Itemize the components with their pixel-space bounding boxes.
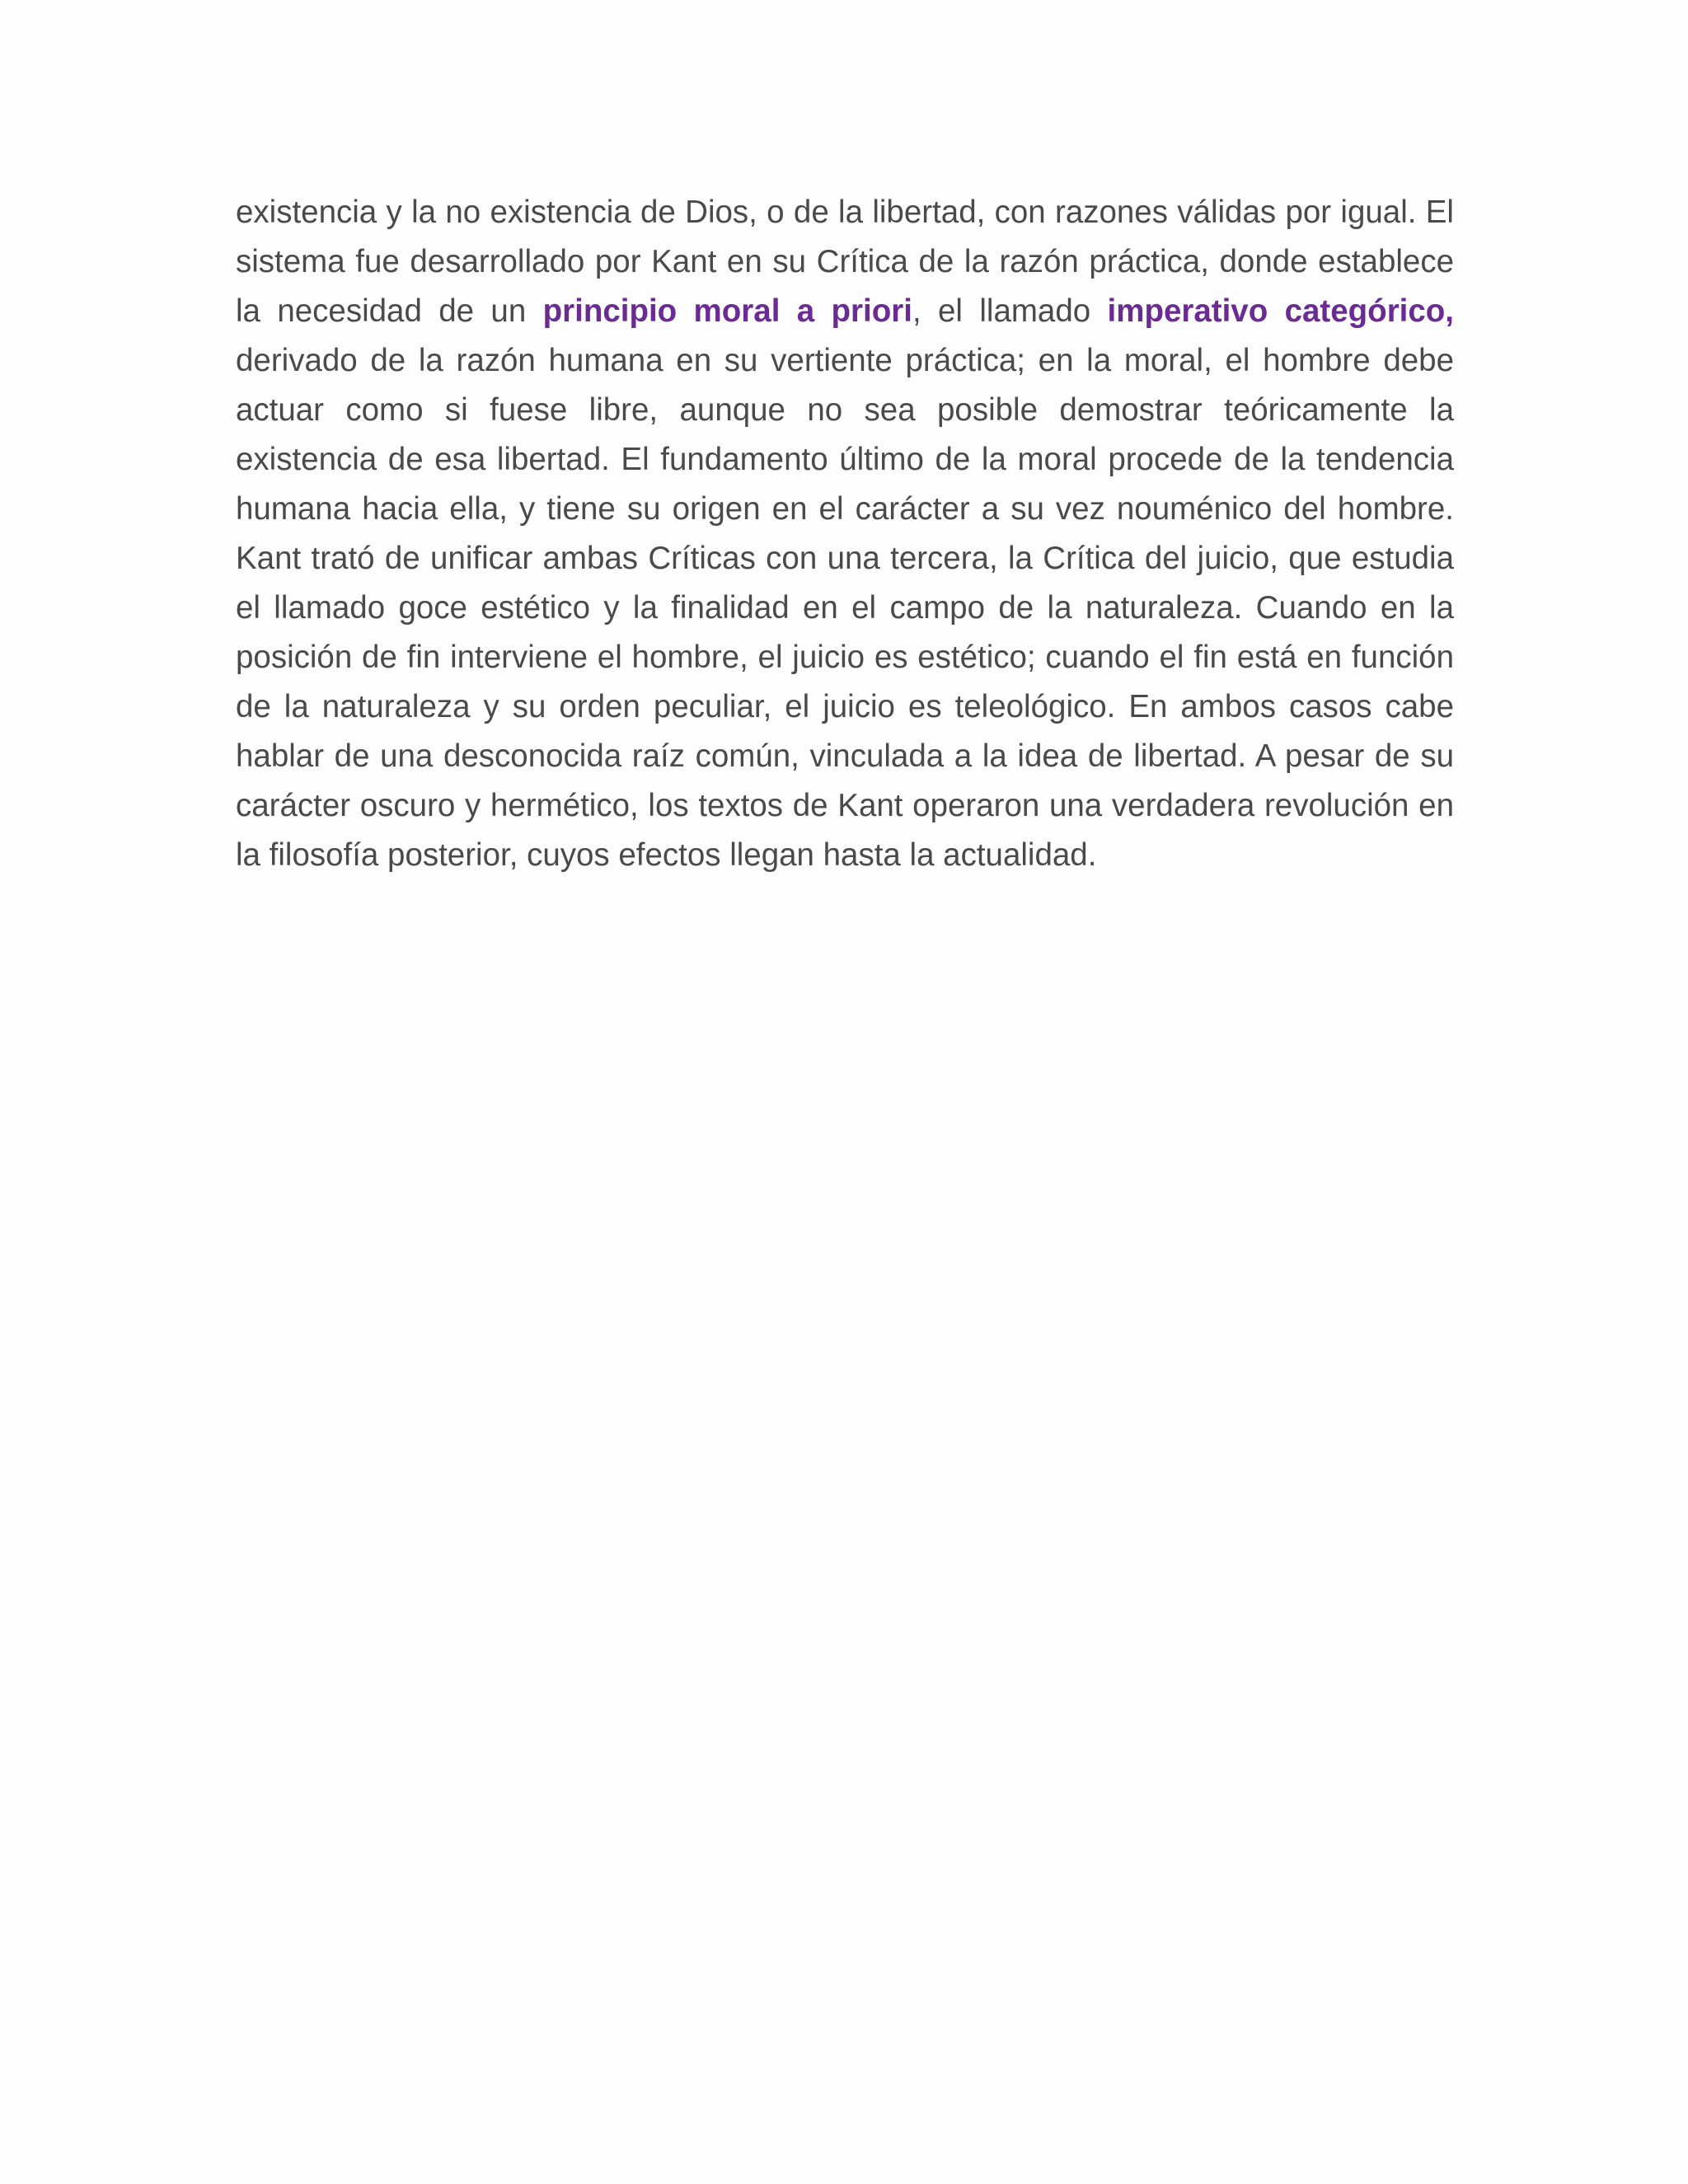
highlight-principio-moral: principio moral a priori [542, 293, 912, 329]
paragraph-text-part-3: derivado de la razón humana en su vertiente práctica; en la moral, el hombre debe actuar como si fuese libre, aunque no sea posible demostrar teóricamente la existencia de esa libertad. El fundamento último de la moral procede de la tendencia humana hacia ella, y tiene su origen en el carácter a su vez nouménico del hombre. Kant trató de unificar ambas Críticas con una tercera, la Crítica del juicio, que estudia el llamado goce estético y la finalidad en el campo de la naturaleza. Cuando en la posición de fin interviene el hombre, el juicio es estético; cuando el fin está en función de la naturaleza y su orden peculiar, el juicio es teleológico. En ambos casos cabe hablar de una desconocida raíz común, vinculada a la idea de libertad. A pesar de su carácter oscuro y hermético, los textos de Kant operaron una verdadera revolución en la filosofía posterior, cuyos efectos llegan hasta la actualidad. [236, 343, 1454, 873]
body-paragraph [236, 188, 1454, 880]
paragraph-text-part-1: existencia y la no existencia de Dios, o de la libertad, con razones válidas por igual. El sistema fue desarrollado por Kant en su Crítica de la razón práctica, donde establece la necesidad de un [236, 194, 1454, 329]
highlight-imperativo-categorico: imperativo categórico, [1107, 293, 1454, 329]
paragraph-text-part-2: , el llamado [912, 293, 1108, 329]
